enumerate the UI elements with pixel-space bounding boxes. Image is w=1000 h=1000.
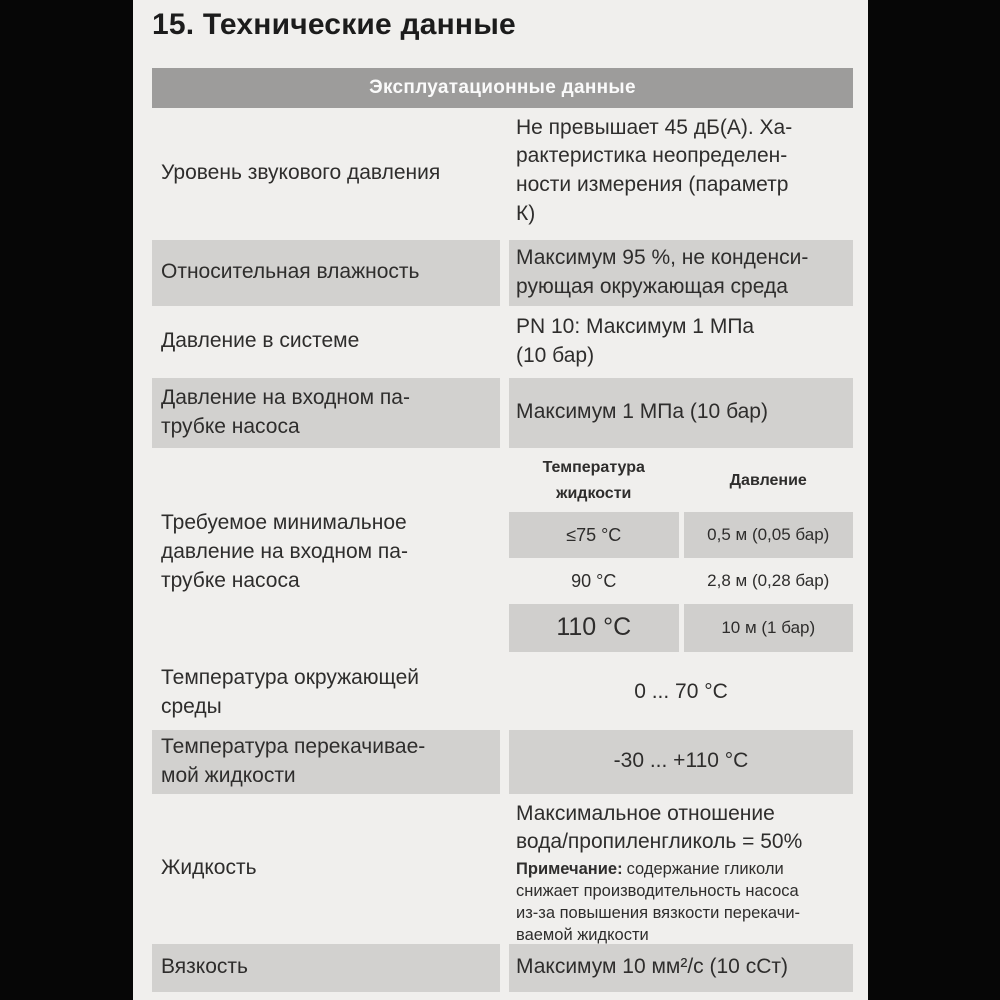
row-value: Максимум 10 мм²/с (10 сСт) xyxy=(509,944,853,992)
nested-table-row xyxy=(509,604,853,652)
nested-table xyxy=(509,450,853,656)
note-label: Примечание: xyxy=(516,860,623,879)
row-label: Температура окружающей среды xyxy=(161,665,419,718)
nested-table-row xyxy=(509,512,853,559)
row-value: PN 10: Максимум 1 МПа (10 бар) xyxy=(516,314,755,367)
table-row xyxy=(152,658,853,728)
temperature-cell: ≤75 °C xyxy=(509,512,679,559)
table-row xyxy=(152,378,853,448)
temperature-cell: 90 °C xyxy=(571,570,617,591)
nested-col-pressure-header: Давление xyxy=(729,471,807,489)
row-label: Уровень звукового давления xyxy=(161,161,441,185)
row-value: Максимум 1 МПа (10 бар) xyxy=(509,378,853,448)
row-value: Максимум 95 %, не конденси- рующая окружающая среда xyxy=(509,240,853,306)
row-value: Не превышает 45 дБ(А). Ха- рактеристика неопределен- ности измерения (параметр К) xyxy=(516,115,793,226)
document-page xyxy=(133,0,868,1000)
page-title: 15. Технические данные xyxy=(152,8,516,41)
row-label: Давление на входном па- трубке насоса xyxy=(152,378,500,448)
row-value: 0 ... 70 °C xyxy=(634,680,728,704)
table-row xyxy=(152,944,853,992)
row-label: Жидкость xyxy=(161,856,257,880)
temperature-cell: 110 °C xyxy=(509,604,679,652)
row-value: -30 ... +110 °C xyxy=(509,730,853,794)
table-row xyxy=(152,450,853,656)
row-label: Требуемое минимальное давление на входном па- трубке насоса xyxy=(161,511,408,592)
spec-table xyxy=(152,110,853,992)
pressure-cell: 10 м (1 бар) xyxy=(684,604,854,652)
pressure-cell: 2,8 м (0,28 бар) xyxy=(707,571,830,591)
table-row xyxy=(152,308,853,376)
row-label: Вязкость xyxy=(152,944,500,992)
nested-table-header xyxy=(509,450,853,512)
table-row xyxy=(152,240,853,306)
row-label: Давление в системе xyxy=(161,329,360,353)
table-row xyxy=(152,110,853,238)
table-row xyxy=(152,796,853,942)
pressure-cell: 0,5 м (0,05 бар) xyxy=(684,512,854,559)
table-header-bar xyxy=(152,68,853,108)
nested-table-row xyxy=(509,562,853,600)
row-note: Примечание: содержание гликоли снижает производительность насоса из-за повышения вязкости перекачи- ваемой жидкости xyxy=(516,860,801,944)
nested-col-temperature-header: Температура жидкости xyxy=(542,459,645,502)
row-label: Температура перекачивае- мой жидкости xyxy=(152,730,500,794)
table-header-label: Эксплуатационные данные xyxy=(369,76,636,98)
row-label: Относительная влажность xyxy=(152,240,500,306)
page-content xyxy=(152,6,853,992)
row-value: Максимальное отношение вода/пропиленгликоль = 50% Примечание: содержание гликоли снижает производительность насоса из-за повышения вязкости перекачи- ваемой жидкости xyxy=(509,796,853,942)
table-row xyxy=(152,730,853,794)
